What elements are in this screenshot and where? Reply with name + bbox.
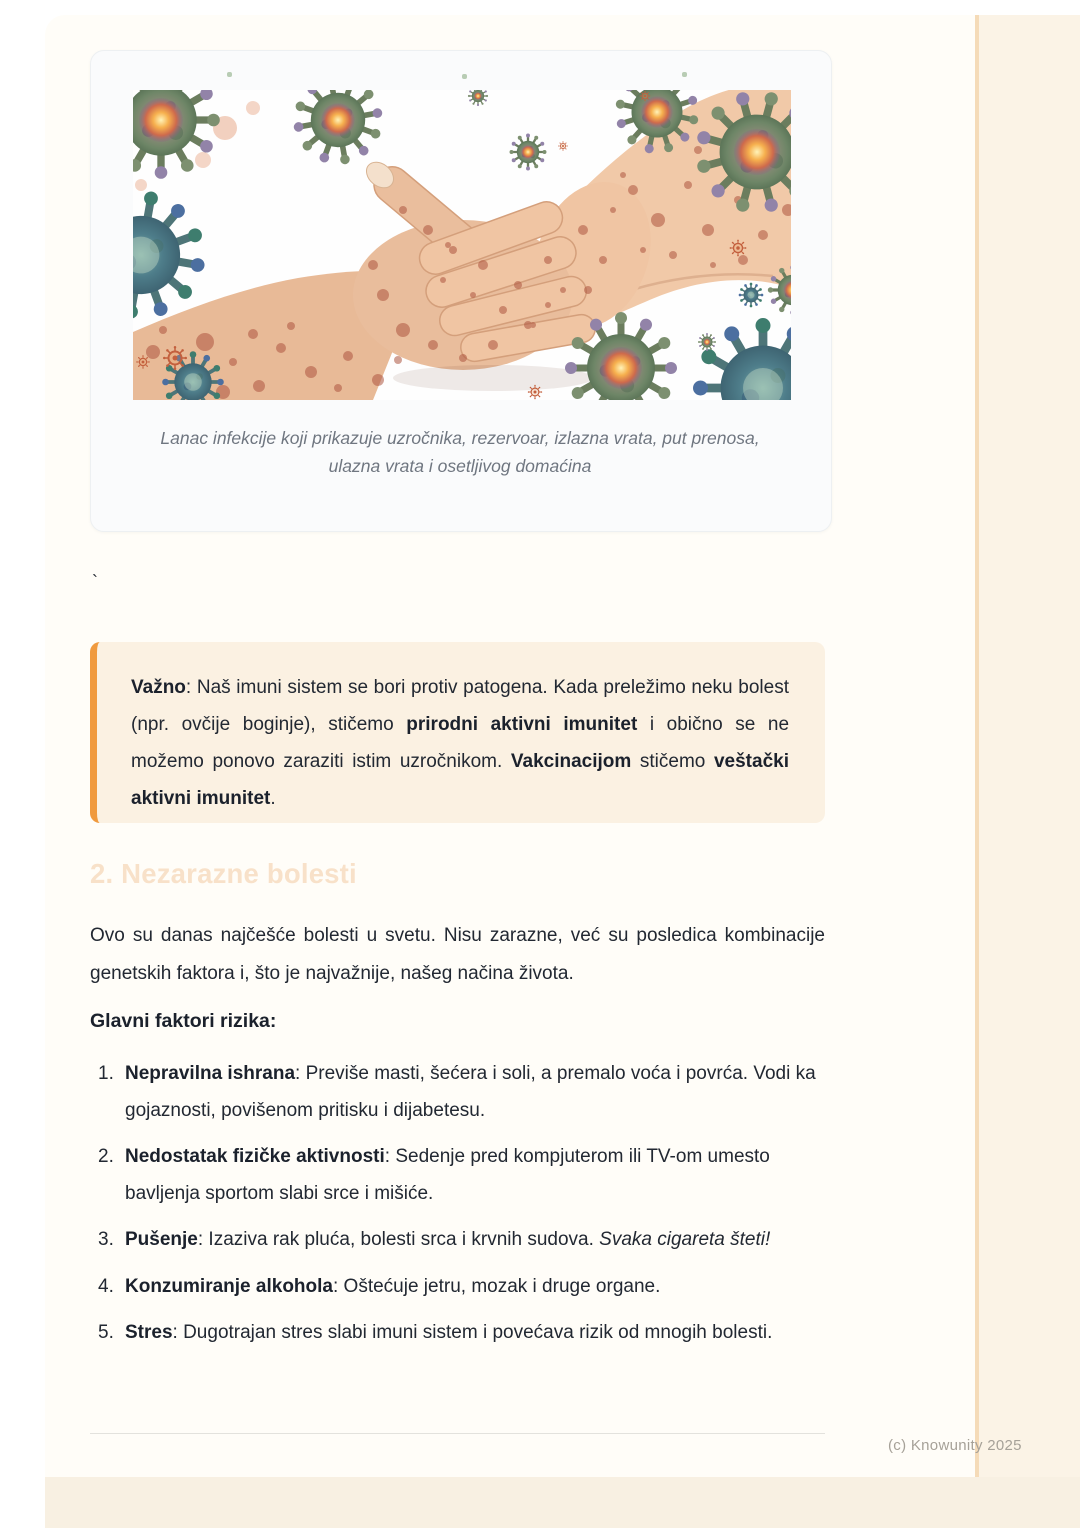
- risk-factor-item-2: [90, 1139, 825, 1212]
- risk-factor-term: Nepravilna ishrana: [125, 1063, 296, 1084]
- accent-vertical-line: [975, 15, 979, 1477]
- section-heading: 2. Nezarazne bolesti: [90, 858, 357, 889]
- callout-text: : Naš imuni sistem se bori protiv patogena. Kada preležimo neku bolest (npr. ovčije boginje), stičemo: [131, 677, 789, 735]
- risk-factor-term: Konzumiranje alkohola: [125, 1275, 333, 1297]
- intro-paragraph: Ovo su danas najčešće bolesti u svetu. Nisu zarazne, već su posledica kombinacije genetskih faktora i, što je najvažnije, našeg načina života.: [90, 925, 825, 984]
- risk-factor-text: : Dugotrajan stres slabi imuni sistem i povećava rizik od mnogih bolesti.: [172, 1322, 773, 1343]
- artifact-speck: [462, 74, 467, 79]
- risk-factor-item-5: [90, 1315, 825, 1352]
- risk-factors-list: [90, 1056, 825, 1362]
- list-item-number: 1.: [98, 1063, 114, 1084]
- important-callout: [90, 642, 825, 823]
- risk-factor-text: : Previše masti, šećera i soli, a premalo voća i povrća. Vodi ka gojaznosti, povišenom pritisku i dijabetesu.: [125, 1063, 816, 1121]
- list-item-number: 3.: [98, 1229, 114, 1250]
- risk-factor-text: : Izaziva rak pluća, bolesti srca i krvnih sudova.: [197, 1229, 600, 1250]
- risk-factor-item-4: [90, 1269, 825, 1306]
- infection-chain-image: [133, 90, 791, 400]
- risk-factor-item-3: [90, 1222, 825, 1259]
- divider: [90, 1433, 825, 1434]
- risk-factor-term: Nedostatak fizičke aktivnosti: [125, 1146, 385, 1167]
- callout-text: i obično se ne možemo ponovo zaraziti istim uzročnikom.: [131, 714, 790, 772]
- risk-factor-italic: Svaka cigareta šteti!: [599, 1229, 771, 1250]
- right-margin-band: [979, 15, 1080, 1477]
- list-item-number: 4.: [98, 1275, 114, 1297]
- image-caption: [120, 424, 800, 480]
- callout-text: stičemo: [631, 751, 714, 772]
- risk-factors-subheading: Glavni faktori rizika:: [90, 1010, 277, 1032]
- risk-factor-term: Pušenje: [125, 1229, 198, 1250]
- risk-factor-item-1: [90, 1056, 825, 1129]
- risk-factor-term: Stres: [125, 1322, 173, 1343]
- image-caption-line1: Lanac infekcije koji prikazuje uzročnika, rezervoar, izlazna vrata, put prenosa,: [160, 428, 760, 448]
- callout-bold-natural-immunity: prirodni aktivni imunitet: [406, 714, 638, 735]
- callout-bold-vazno: Važno: [131, 677, 186, 698]
- copyright-footer: (c) Knowunity 2025: [888, 1437, 1022, 1454]
- callout-bold-vaccination: Vakcinacijom: [510, 751, 632, 772]
- risk-factor-text: : Oštećuje jetru, mozak i druge organe.: [332, 1275, 661, 1297]
- list-item-number: 2.: [98, 1146, 114, 1167]
- stray-backtick: `: [92, 572, 98, 592]
- image-caption-line2: ulazna vrata i osetljivog domaćina: [328, 456, 592, 476]
- callout-text: .: [270, 788, 276, 809]
- artifact-speck: [682, 72, 687, 77]
- risk-factor-text: : Sedenje pred kompjuterom ili TV-om umesto bavljenja sportom slabi srce i mišiće.: [125, 1146, 770, 1204]
- page-bottom-gap: [45, 1477, 1080, 1528]
- list-item-number: 5.: [98, 1322, 114, 1343]
- callout-bold-artificial-immunity: veštački aktivni imunitet: [131, 751, 789, 809]
- artifact-speck: [227, 72, 232, 77]
